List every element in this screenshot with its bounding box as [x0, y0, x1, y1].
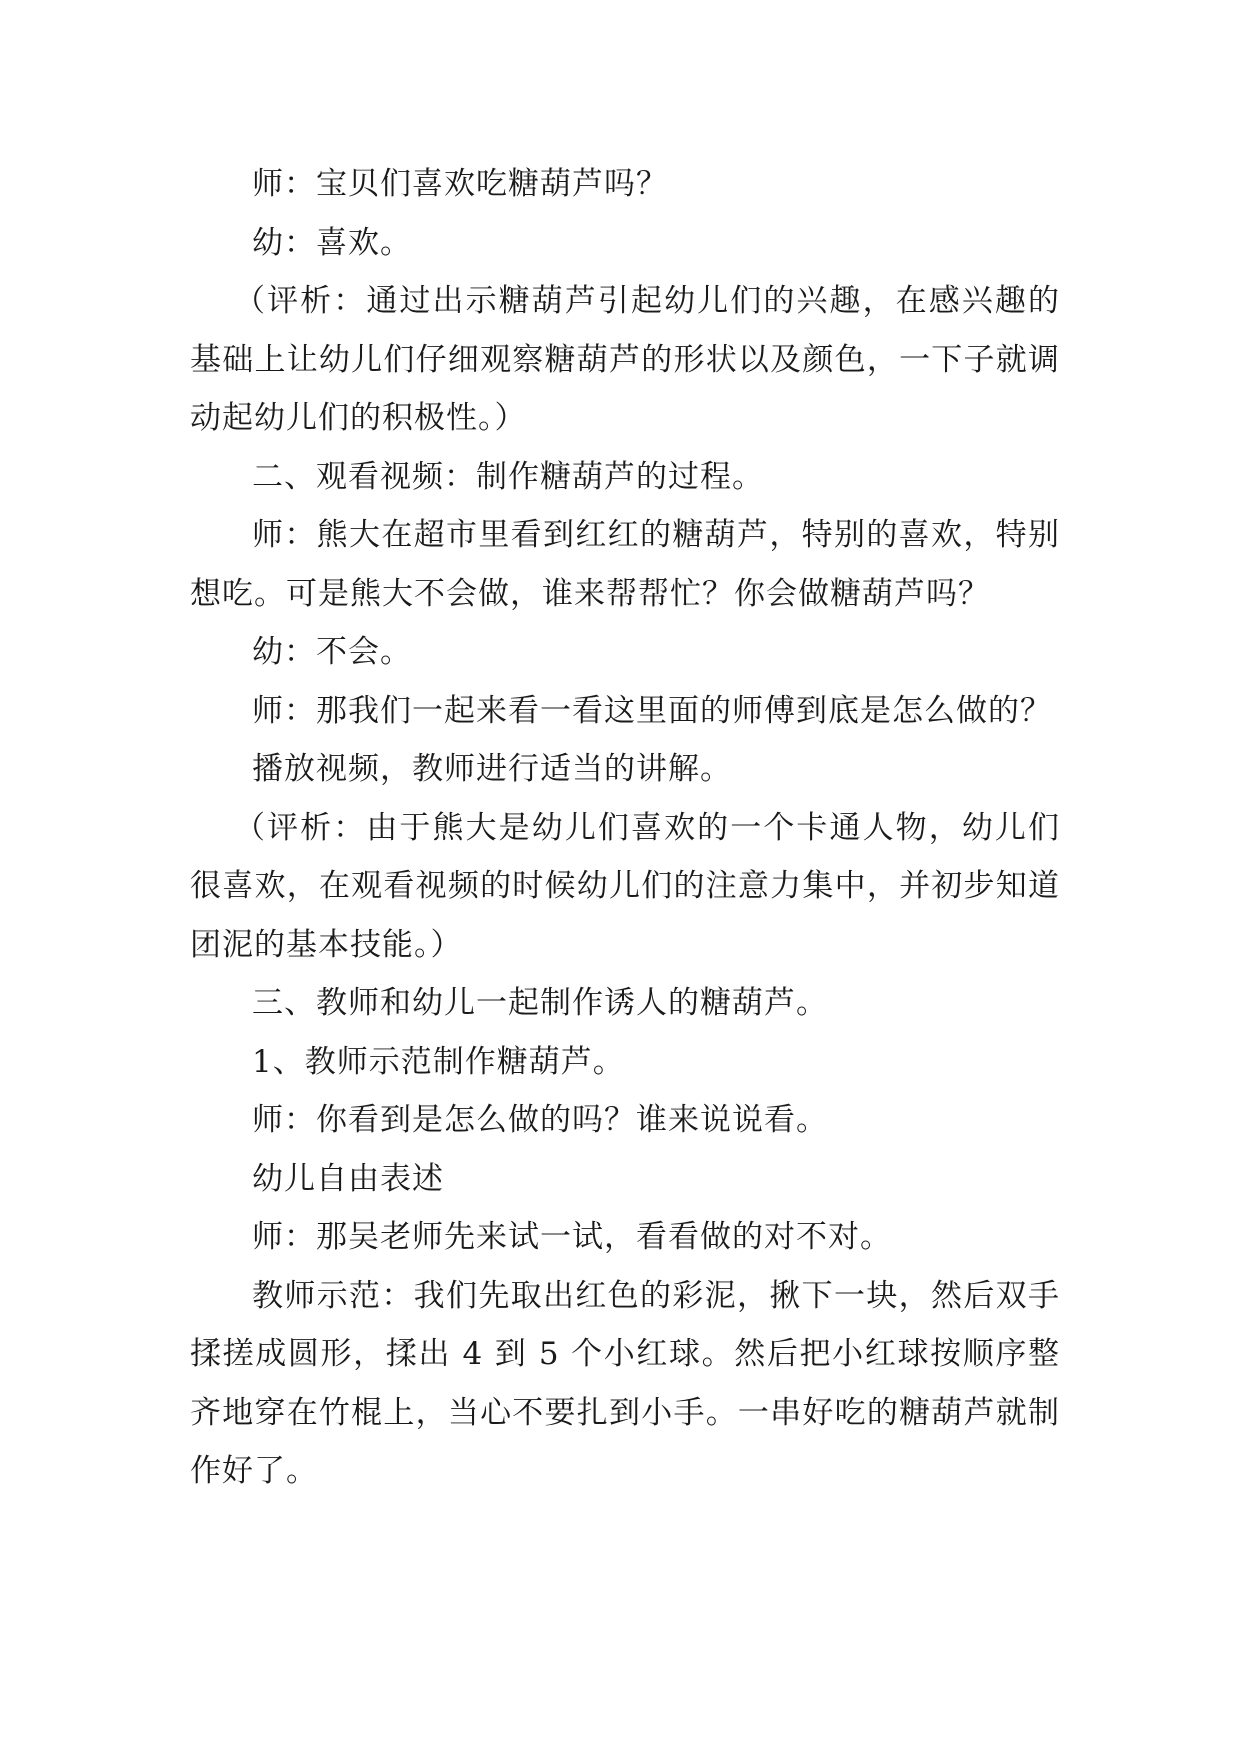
- paragraph-teacher-watch: 师：那我们一起来看一看这里面的师傅到底是怎么做的？: [252, 692, 1052, 729]
- paragraph-child-answer: 幼：喜欢。: [252, 224, 412, 261]
- paragraph-teacher-ask: 师：你看到是怎么做的吗？谁来说说看。: [252, 1102, 828, 1138]
- section-heading-3: 三、教师和幼儿一起制作诱人的糖葫芦。: [252, 985, 828, 1021]
- paragraph-teacher-try: 师：那吴老师先来试一试，看看做的对不对。: [252, 1219, 892, 1255]
- paragraph-children-describe: 幼儿自由表述: [252, 1160, 444, 1197]
- paragraph-comment-1: （评析：通过出示糖葫芦引起幼儿们的兴趣，在感兴趣的基础上让幼儿们仔细观察糖葫芦的形状以及颜色，一下子就调动起幼儿们的积极性。）: [190, 283, 1060, 436]
- paragraph-teacher-xiongda: 师：熊大在超市里看到红红的糖葫芦，特别的喜欢，特别想吃。可是熊大不会做，谁来帮帮忙？你会做糖葫芦吗？: [190, 517, 1060, 612]
- paragraph-teacher-demo: 教师示范：我们先取出红色的彩泥，揪下一块，然后双手揉搓成圆形，揉出 4 到 5 个小红球。然后把小红球按顺序整齐地穿在竹棍上，当心不要扎到小手。一串好吃的糖葫芦就制作好了。: [190, 1277, 1060, 1489]
- paragraph-teacher-question: 师：宝贝们喜欢吃糖葫芦吗？: [252, 166, 668, 202]
- subsection-heading-1: 1、教师示范制作糖葫芦。: [252, 1043, 625, 1080]
- paragraph-play-video: 播放视频，教师进行适当的讲解。: [252, 751, 732, 787]
- document-body: [190, 155, 1060, 1501]
- paragraph-child-no: 幼：不会。: [252, 634, 412, 670]
- section-heading-2: 二、观看视频：制作糖葫芦的过程。: [252, 458, 764, 495]
- paragraph-comment-2: （评析：由于熊大是幼儿们喜欢的一个卡通人物，幼儿们很喜欢，在观看视频的时候幼儿们的注意力集中，并初步知道团泥的基本技能。）: [190, 809, 1060, 963]
